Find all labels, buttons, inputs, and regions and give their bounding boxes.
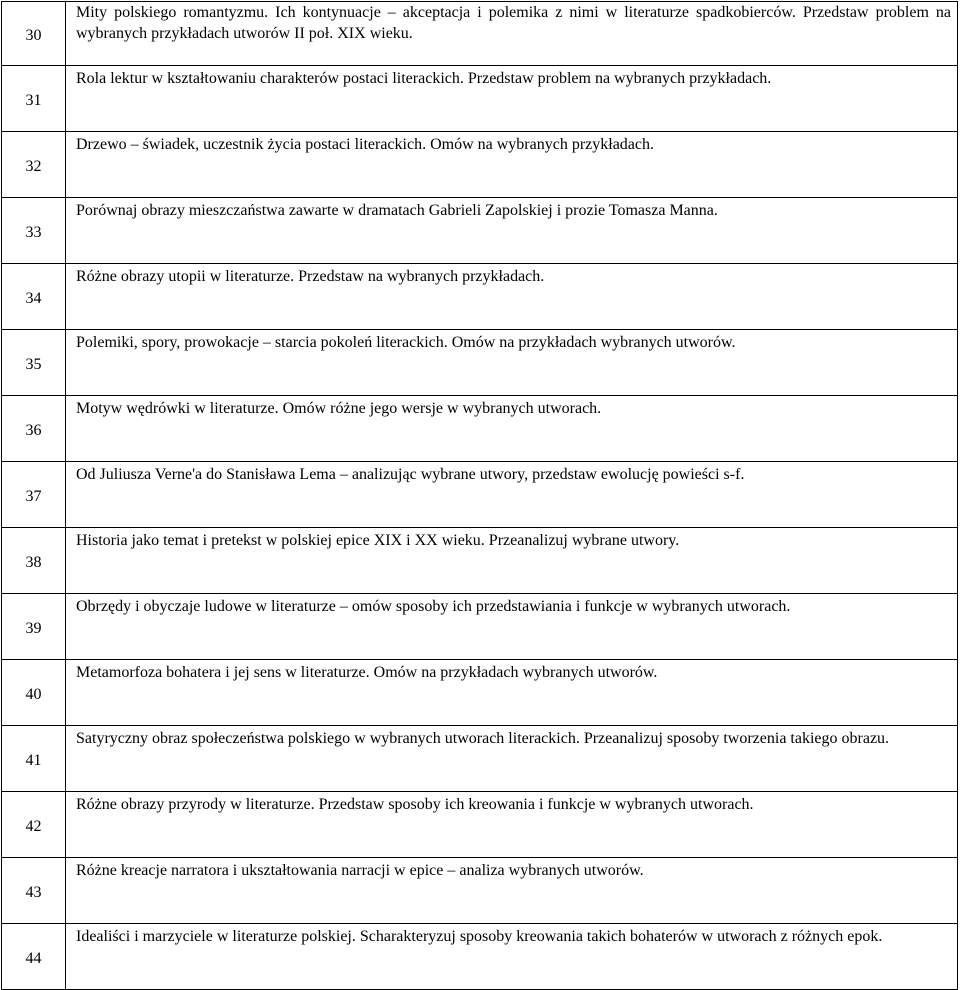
table-row (2, 2, 958, 66)
row-number: 37 (25, 487, 42, 505)
row-number-cell (2, 792, 66, 858)
row-number: 33 (25, 223, 42, 241)
row-number-cell (2, 396, 66, 462)
row-number-cell (2, 924, 66, 990)
table-row (2, 660, 958, 726)
table-row (2, 396, 958, 462)
topic-text: Motyw wędrówki w literaturze. Omów różne jego wersje w wybranych utworach. (66, 396, 958, 462)
row-number: 41 (25, 751, 42, 769)
topic-text: Historia jako temat i pretekst w polskiej epice XIX i XX wieku. Przeanalizuj wybrane utwory. (66, 528, 958, 594)
row-number: 42 (25, 817, 42, 835)
row-number: 40 (25, 685, 42, 703)
row-number: 30 (25, 26, 42, 44)
table-row (2, 330, 958, 396)
row-number-cell (2, 594, 66, 660)
topic-text: Różne obrazy utopii w literaturze. Przedstaw na wybranych przykładach. (66, 264, 958, 330)
table-row (2, 792, 958, 858)
topic-text: Obrzędy i obyczaje ludowe w literaturze – omów sposoby ich przedstawiania i funkcje w wybranych utworach. (66, 594, 958, 660)
topic-text: Rola lektur w kształtowaniu charakterów postaci literackich. Przedstaw problem na wybranych przykładach. (66, 66, 958, 132)
table-row (2, 264, 958, 330)
topic-text: Od Juliusza Verne'a do Stanisława Lema – analizując wybrane utwory, przedstaw ewolucję powieści s-f. (66, 462, 958, 528)
row-number: 38 (25, 553, 42, 571)
table-row (2, 924, 958, 990)
row-number: 31 (25, 91, 42, 109)
row-number: 36 (25, 421, 42, 439)
topic-text: Metamorfoza bohatera i jej sens w literaturze. Omów na przykładach wybranych utworów. (66, 660, 958, 726)
topic-text: Polemiki, spory, prowokacje – starcia pokoleń literackich. Omów na przykładach wybranych utworów. (66, 330, 958, 396)
topic-text: Porównaj obrazy mieszczaństwa zawarte w dramatach Gabrieli Zapolskiej i prozie Tomasza Manna. (66, 198, 958, 264)
row-number: 43 (25, 883, 42, 901)
table-row (2, 528, 958, 594)
row-number: 35 (25, 355, 42, 373)
row-number-cell (2, 330, 66, 396)
row-number-cell (2, 858, 66, 924)
row-number-cell (2, 462, 66, 528)
table-row (2, 594, 958, 660)
topic-text: Mity polskiego romantyzmu. Ich kontynuacje – akceptacja i polemika z nimi w literaturze spadkobierców. Przedstaw problem na wybranych przykładach utworów II poł. XIX wieku. (66, 2, 958, 66)
table-row (2, 726, 958, 792)
row-number-cell (2, 528, 66, 594)
topics-table (1, 1, 958, 990)
topic-text: Różne obrazy przyrody w literaturze. Przedstaw sposoby ich kreowania i funkcje w wybranych utworach. (66, 792, 958, 858)
row-number: 44 (25, 949, 42, 967)
table-row (2, 132, 958, 198)
row-number-cell (2, 66, 66, 132)
table-row (2, 858, 958, 924)
topic-text: Drzewo – świadek, uczestnik życia postaci literackich. Omów na wybranych przykładach. (66, 132, 958, 198)
row-number-cell (2, 132, 66, 198)
topic-text: Idealiści i marzyciele w literaturze polskiej. Scharakteryzuj sposoby kreowania takich bohaterów w utworach z różnych epok. (66, 924, 958, 990)
table-row (2, 66, 958, 132)
row-number-cell (2, 2, 66, 66)
table-row (2, 462, 958, 528)
table-row (2, 198, 958, 264)
row-number-cell (2, 264, 66, 330)
row-number: 39 (25, 619, 42, 637)
topic-text: Różne kreacje narratora i ukształtowania narracji w epice – analiza wybranych utworów. (66, 858, 958, 924)
topic-text: Satyryczny obraz społeczeństwa polskiego w wybranych utworach literackich. Przeanalizuj sposoby tworzenia takiego obrazu. (66, 726, 958, 792)
row-number-cell (2, 660, 66, 726)
row-number-cell (2, 198, 66, 264)
row-number: 34 (25, 289, 42, 307)
row-number: 32 (25, 157, 42, 175)
row-number-cell (2, 726, 66, 792)
